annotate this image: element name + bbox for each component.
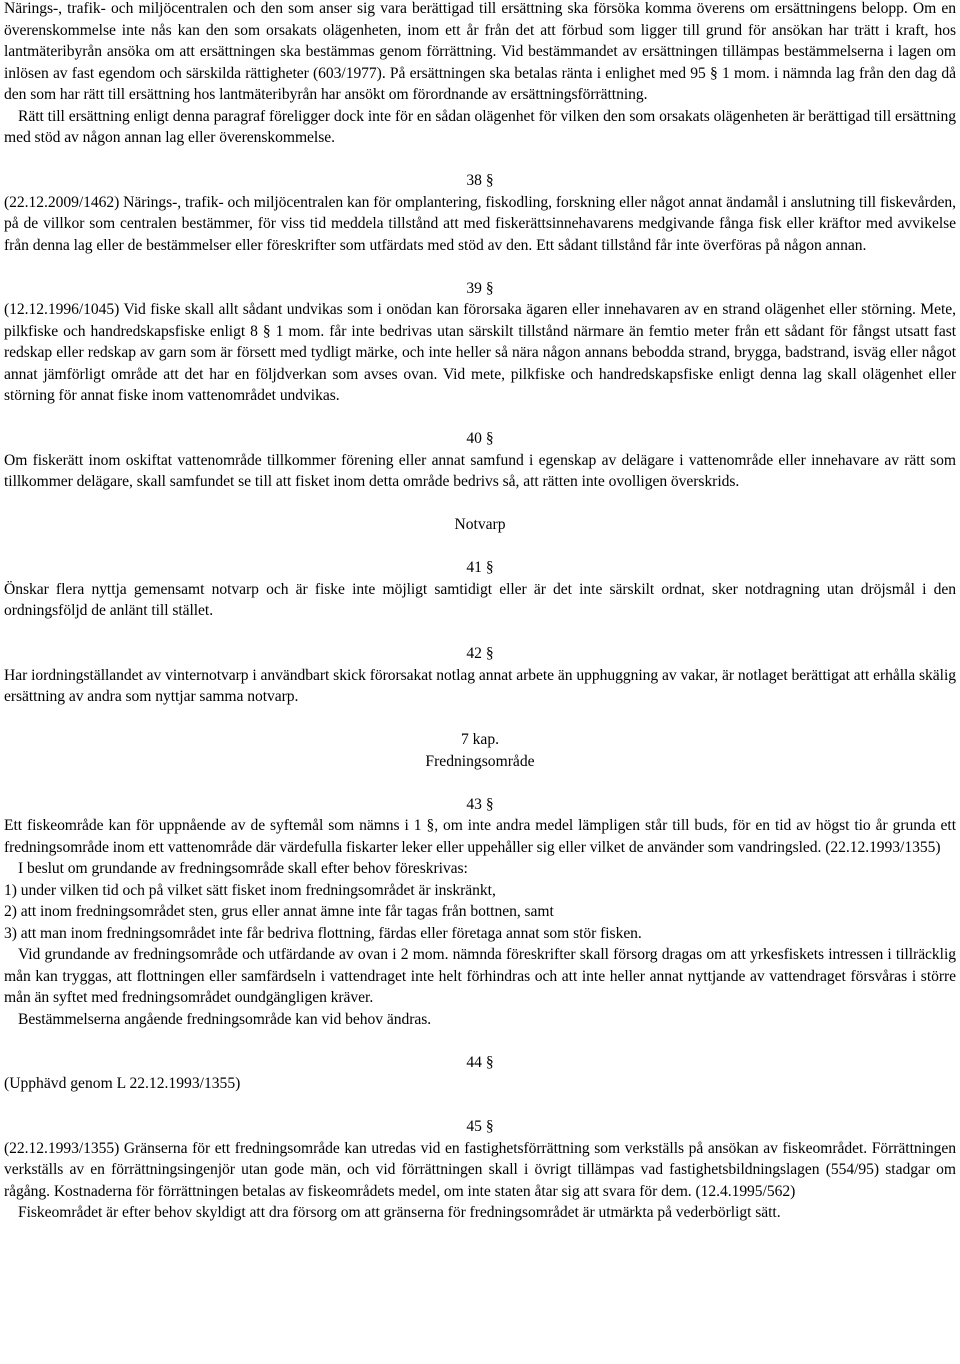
section-45-text: (22.12.1993/1355) Gränserna för ett fredningsområde kan utredas vid en fastighetsförrättning som verkställs på ansökan av fiskeområdet. Förrättningen verkställs av en förrättningsingenjör utan gode män, och vid förrättningen skall i övrigt tillämpas vad fastighetsbildningslagen (554/95) stadgar om rågång. Kostnaderna för förrättningen betalas av fiskeområdets medel, om inte staten åtar sig att svara för dem. (12.4.1995/562)	[4, 1139, 956, 1200]
section-42-heading: 42 §	[466, 645, 494, 662]
spacer	[4, 1030, 956, 1052]
section-42-text: Har iordningställandet av vinternotvarp i användbart skick förorsakat notlag annat arbete än upphuggning av vakar, är notlaget berättigat att erhålla skälig ersättning av andra som nyttjar samma notvarp.	[4, 666, 956, 705]
section-44-block	[4, 1052, 956, 1095]
spacer	[4, 622, 956, 644]
section-38-heading: 38 §	[466, 172, 494, 189]
section-41-text: Önskar flera nyttja gemensamt notvarp och är fiske inte möjligt samtidigt eller är det inte särskilt ordnat, sker notdragning utan dröjsmål i den ordningsföljd de anlänt till stället.	[4, 580, 956, 619]
spacer	[4, 407, 956, 429]
section-43-list-item-1: 1) under vilken tid och på vilket sätt fisket inom fredningsområdet är inskränkt,	[4, 881, 496, 899]
spacer	[4, 256, 956, 278]
section-43-text: Ett fiskeområde kan för uppnående av de syftemål som nämns i 1 §, om inte andra medel lämpligen står till buds, för en tid av högst tio år grunda ett fredningsområde inom ett vattenområde där värdefulla fiskarter leker eller uppehåller sig eller vilket de använder som vandringsled. (22.12.1993/1355)	[4, 817, 956, 856]
section-39-heading: 39 §	[466, 279, 494, 297]
paragraph-intro-2: Rätt till ersättning enligt denna paragraf föreligger dock inte för en sådan olägenhet för vilken den som orsakats olägenheten är berättigad till ersättning med stöd av någon annan lag eller överenskommelse.	[4, 107, 956, 146]
section-40-text: Om fiskerätt inom oskiftat vattenområde tillkommer förening eller annat samfund i egenskap av delägare i vattenområde eller innehavare av rätt som tillkommer delägare, skall samfundet se till att fisket inom detta område bedrivs så, att rätten inte ovolligen överskrids.	[4, 451, 956, 490]
section-43-list-item-2: 2) att inom fredningsområdet sten, grus eller annat ämne inte får tagas från bottnen, samt	[4, 903, 554, 920]
section-44-text: (Upphävd genom L 22.12.1993/1355)	[4, 1075, 241, 1092]
section-43-paragraph-d: Bestämmelserna angående fredningsområde kan vid behov ändras.	[18, 1010, 432, 1028]
notvarp-heading: Notvarp	[454, 516, 506, 533]
spacer	[4, 149, 956, 171]
section-43-intro-list: I beslut om grundande av fredningsområde skall efter behov föreskrivas:	[18, 860, 468, 877]
spacer	[4, 708, 956, 730]
section-41-heading: 41 §	[466, 559, 494, 576]
paragraph-intro: Närings-, trafik- och miljöcentralen och den som anser sig vara berättigad till ersättning ska försöka komma överens om ersättningens belopp. Om en överenskommelse inte nås kan den som orsakats olägenheten, inom ett år från det att förbud som ligger till grund för ansökan har trätt i kraft, hos lantmäteribyrån ansöka om att ersättningen ska bestämmas genom förrättning. Vid bestämmandet av ersättningen tillämpas bestämmelserna i lagen om inlösen av fast egendom och särskilda rättigheter (603/1977). På ersättningen ska betalas ränta i enlighet med 95 § 1 mom. i nämnda lag från den dag då den som har rätt till ersättning hos lantmäteribyrån har ansökt om förordnande av ersättningsförrättning.	[4, 0, 956, 103]
section-39-text: (12.12.1996/1045) Vid fiske skall allt sådant undvikas som i onödan kan förorsaka ägaren eller innehavaren av en strand olägenhet eller störning. Mete, pilkfiske och handredskapsfiske enligt 8 § 1 mom. får inte bedrivas utan särskilt tillstånd närmare än femtio meter från ett sådant för fångst utsatt fast redskap eller redskap av garn som är försett med tydligt märke, och inte heller så nära någon annans bebodda strand, brygga, badstrand, isväg eller något annat jämförligt område att det har en följdverkan som avses ovan. Vid mete, pilkfiske och handredskapsfiske enligt denna lag skall olägenhet eller störning för annat fiske inom vattenområdet undvikas.	[4, 301, 956, 404]
section-38-text: (22.12.2009/1462) Närings-, trafik- och miljöcentralen kan för omplantering, fiskodling, forskning eller något annat ändamål i anslutning till fiskevården, på de villkor som centralen bestämmer, för viss tid meddela tillstånd att med fiskerättsinnehavarens medgivande fånga fisk eller kräftor med avvikelse från denna lag eller de bestämmelser eller föreskrifter som utfärdats med stöd av den. Ett sådant tillstånd får inte överföras på någon annan.	[4, 193, 956, 254]
spacer	[4, 772, 956, 794]
section-43-paragraph-c: Vid grundande av fredningsområde och utfärdande av ovan i 2 mom. nämnda föreskrifter skall försorg dragas om att yrkesfiskets intressen i tillräcklig mån kan tryggas, att flottningen eller samfärdseln i vattendraget inte helt förhindras och att inte heller annat nyttjande av vattendraget försvåras i större mån än syftet med fredningsområdet oundgängligen kräver.	[4, 946, 956, 1006]
spacer	[4, 1095, 956, 1117]
section-45-heading: 45 §	[466, 1118, 494, 1135]
spacer	[4, 536, 956, 558]
section-45-paragraph-b: Fiskeområdet är efter behov skyldigt att dra försorg om att gränserna för fredningsområdet är utmärkta på vederbörligt sätt.	[18, 1204, 781, 1221]
spacer	[4, 493, 956, 515]
document-page	[4, 0, 956, 1224]
section-40-heading: 40 §	[466, 430, 494, 447]
chapter-title: Fredningsområde	[425, 752, 535, 770]
chapter-heading: 7 kap.	[460, 731, 500, 748]
section-43-heading: 43 §	[466, 795, 494, 813]
section-44-heading: 44 §	[466, 1053, 494, 1071]
section-43-list-item-3: 3) att man inom fredningsområdet inte får bedriva flottning, färdas eller företaga annat som stör fisken.	[4, 924, 642, 942]
